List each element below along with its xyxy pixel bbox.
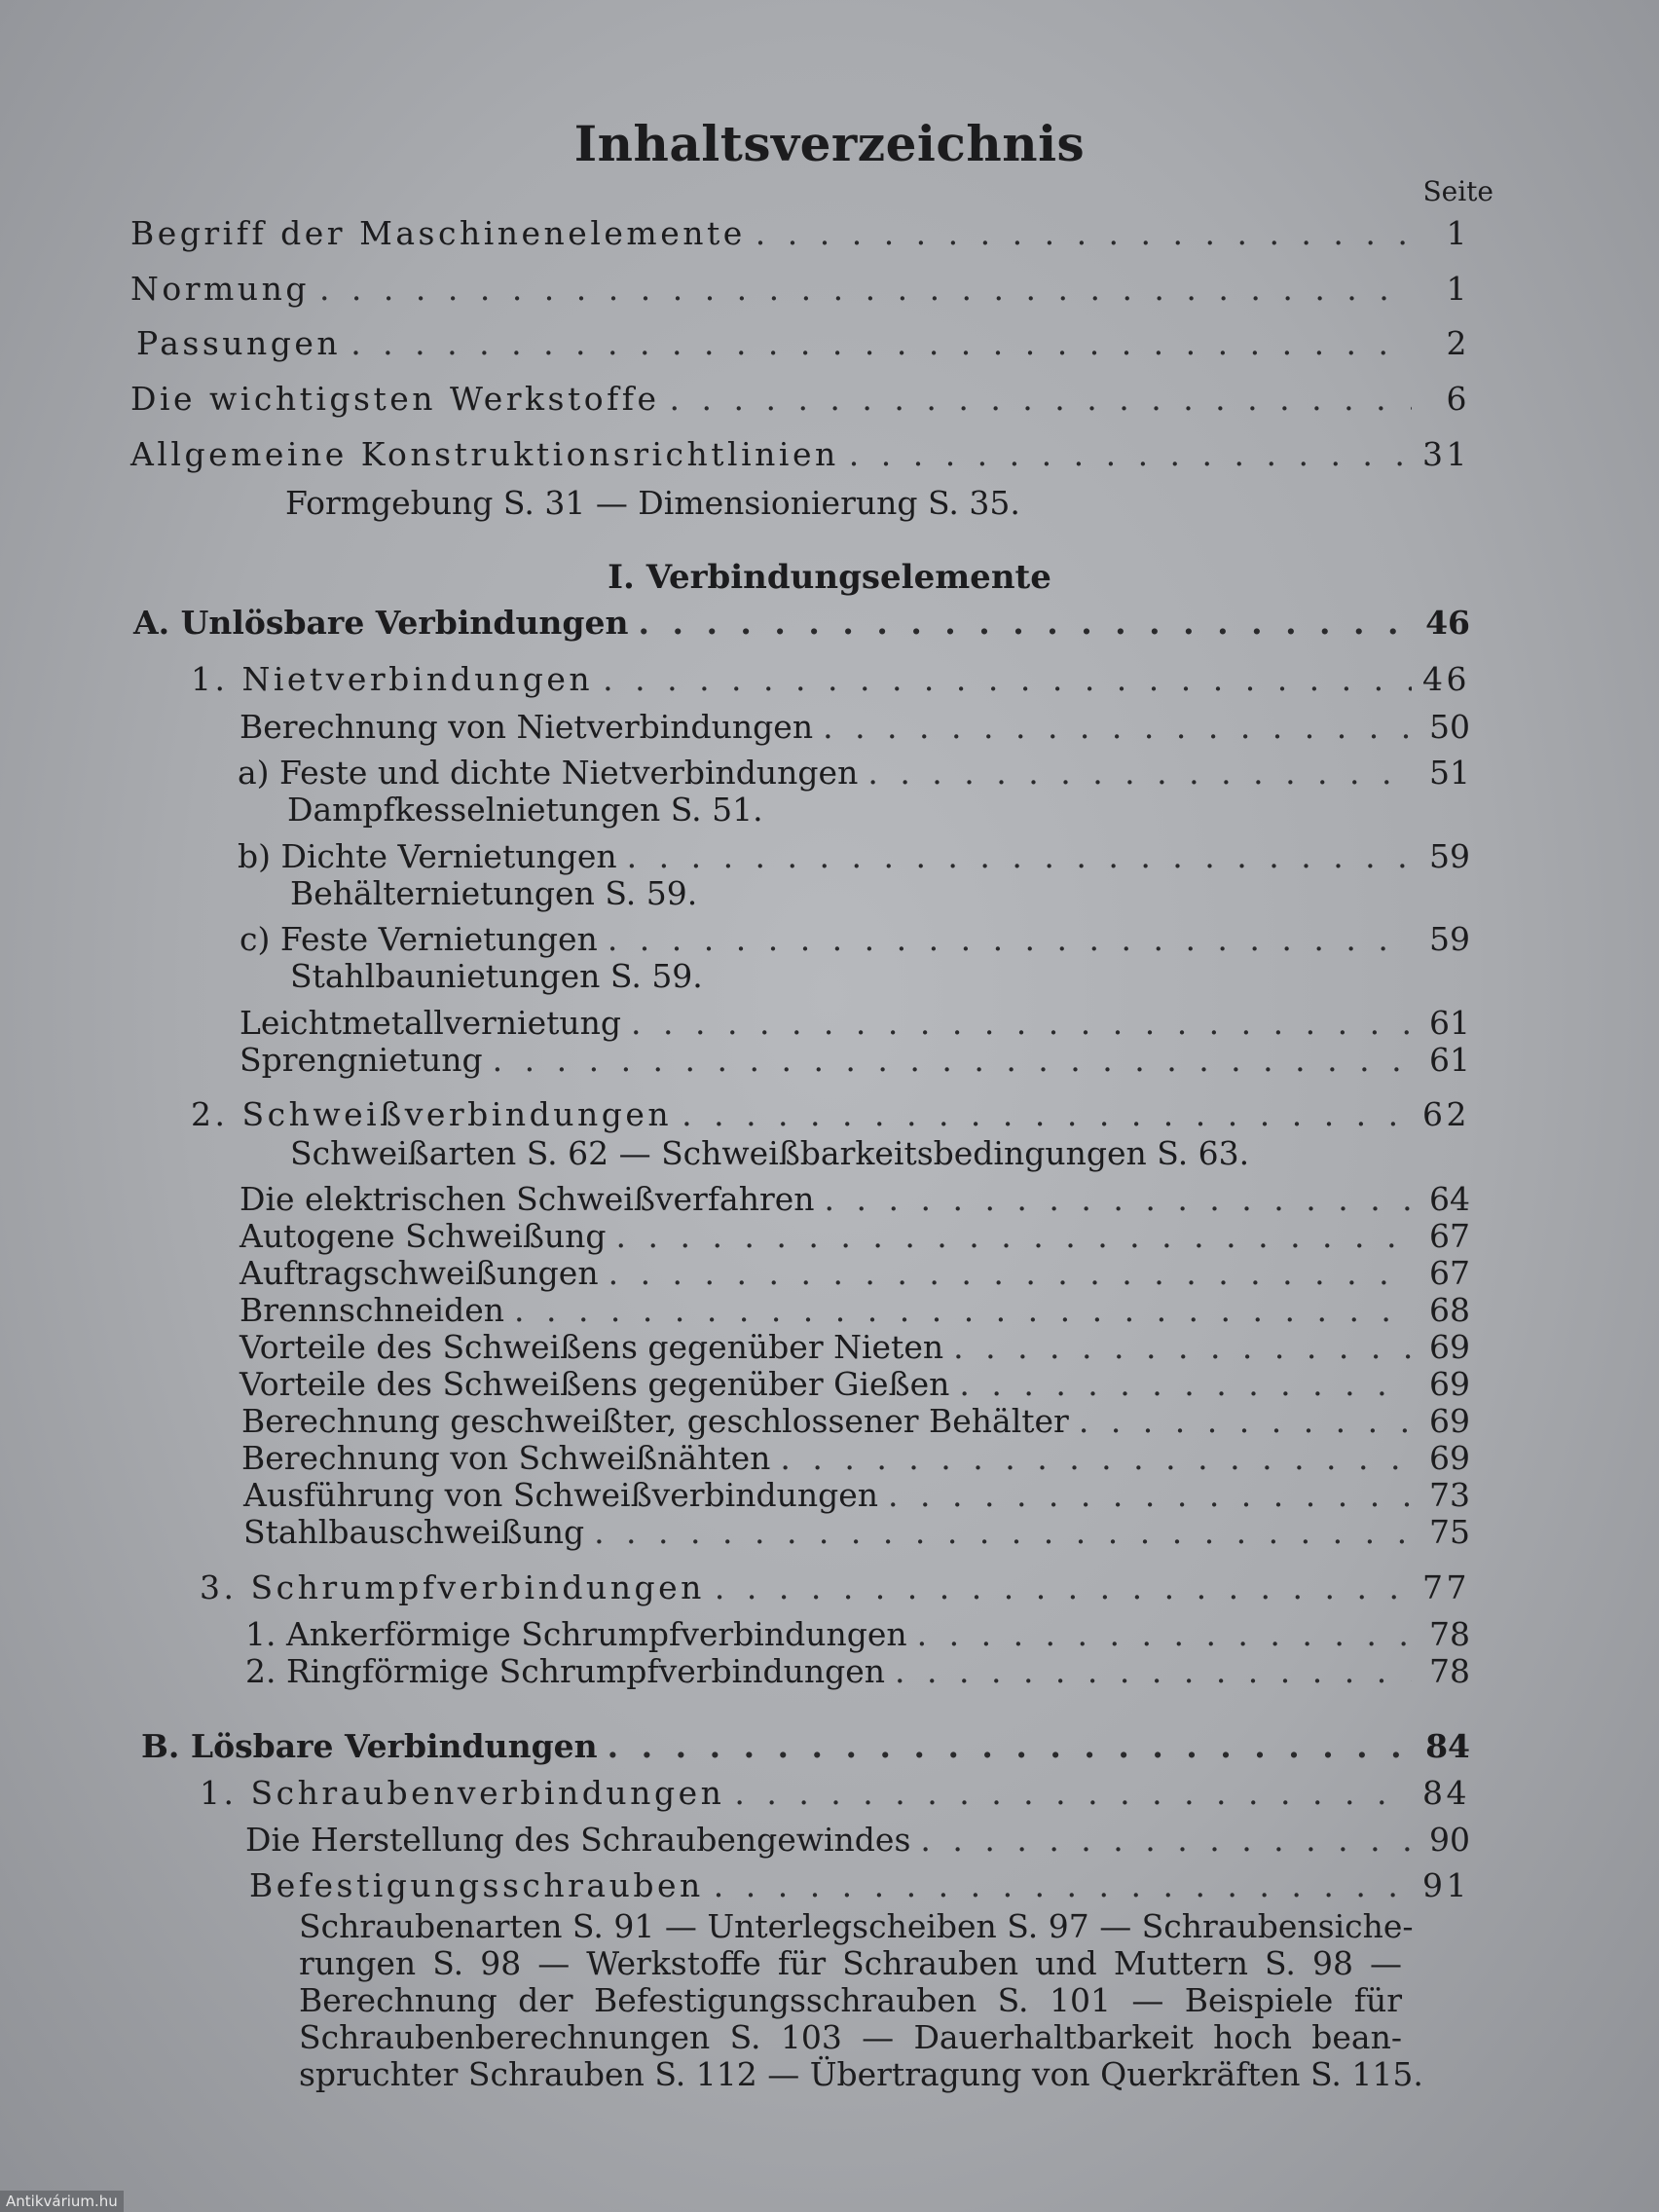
toc-entry-page: 78: [1429, 1615, 1470, 1653]
page-title: Inhaltsverzeichnis: [573, 115, 1086, 172]
toc-subtopics: Stahlbaunietungen S. 59.: [290, 957, 703, 995]
toc-entry-page: 59: [1429, 837, 1470, 875]
dot-leader: [823, 708, 1412, 747]
dot-leader: [670, 380, 1412, 419]
toc-entry-page: 77: [1422, 1568, 1470, 1606]
toc-entry-page: 64: [1429, 1180, 1470, 1218]
dot-leader: [682, 1095, 1412, 1134]
toc-entry-label: 1. Ankerförmige Schrumpfverbindungen: [245, 1615, 907, 1653]
toc-entry[interactable]: [240, 1180, 1470, 1219]
toc-entry[interactable]: [241, 1402, 1470, 1441]
toc-entry-label: B. Lösbare Verbindungen: [141, 1727, 598, 1765]
toc-entry-label: Leichtmetallvernietung: [240, 1004, 622, 1042]
toc-entry-page: 61: [1429, 1041, 1470, 1079]
toc-part-a[interactable]: [133, 604, 1470, 643]
toc-entry[interactable]: [243, 1476, 1470, 1515]
toc-entry-label: Autogene Schweißung: [240, 1217, 607, 1255]
dot-leader: [917, 1615, 1412, 1654]
toc-entry[interactable]: [240, 1041, 1470, 1080]
toc-entry[interactable]: [245, 1821, 1470, 1860]
dot-leader: [867, 754, 1412, 793]
toc-entry-page: 90: [1429, 1821, 1470, 1859]
dot-leader: [639, 604, 1413, 643]
toc-entry-page: 67: [1429, 1217, 1470, 1255]
toc-entry-page: 59: [1429, 920, 1470, 958]
toc-entry[interactable]: [240, 1328, 1470, 1367]
toc-entry-page: 62: [1422, 1095, 1470, 1133]
toc-entry-page: 84: [1422, 1774, 1470, 1812]
toc-entry-label: A. Unlösbare Verbindungen: [133, 604, 629, 642]
toc-entry-label: Allgemeine Konstruktionsrichtlinien: [130, 435, 839, 473]
dot-leader: [715, 1568, 1412, 1607]
toc-entry-label: Passungen: [136, 324, 342, 362]
toc-entry-page: 78: [1429, 1652, 1470, 1690]
toc-entry[interactable]: [240, 1217, 1470, 1256]
dot-leader: [895, 1652, 1412, 1691]
dot-leader: [849, 435, 1412, 474]
subtopics-paragraph: [299, 1907, 1423, 2093]
toc-entry-label: Sprengnietung: [240, 1041, 483, 1079]
toc-entry[interactable]: [130, 270, 1470, 309]
toc-entry-label: Normung: [130, 270, 310, 308]
toc-entry-label: Berechnung von Schweißnähten: [241, 1439, 771, 1477]
toc-entry-page: 1: [1446, 214, 1470, 252]
toc-entry-page: 69: [1429, 1439, 1470, 1477]
toc-entry-label: Begriff der Maschinenelemente: [130, 214, 746, 252]
paragraph-line: Berechnung der Befestigungsschrauben S. 101 — Beispiele für: [299, 1981, 1402, 2019]
toc-entry-page: 67: [1429, 1254, 1470, 1292]
toc-entry-label: Die wichtigsten Werkstoffe: [130, 380, 660, 418]
paragraph-line: Schraubenarten S. 91 — Unterlegscheiben S. 97 — Schraubensiche-: [299, 1907, 1414, 1945]
toc-entry-label: Brennschneiden: [240, 1291, 504, 1329]
paragraph-line: spruchter Schrauben S. 112 — Übertragung von Querkräften S. 115.: [299, 2055, 1423, 2093]
dot-leader: [616, 1217, 1413, 1256]
paragraph-line: rungen S. 98 — Werkstoffe für Schrauben und Muttern S. 98 —: [299, 1944, 1402, 1982]
toc-entry-page: 75: [1429, 1513, 1470, 1551]
toc-entry-label: 1. Schraubenverbindungen: [200, 1774, 725, 1812]
toc-entry[interactable]: [240, 1365, 1470, 1404]
toc-entry[interactable]: [240, 1291, 1470, 1330]
dot-leader: [627, 837, 1412, 876]
page-column-header: Seite: [1422, 175, 1493, 207]
toc-entry-page: 31: [1422, 435, 1470, 473]
toc-entry[interactable]: [238, 754, 1470, 793]
toc-subtopics: Behälternietungen S. 59.: [290, 874, 698, 912]
toc-entry-label: Befestigungsschrauben: [249, 1866, 704, 1904]
toc-entry-page: 51: [1429, 754, 1470, 792]
toc-entry[interactable]: [241, 1439, 1470, 1478]
toc-entry-label: 2. Schweißverbindungen: [191, 1095, 673, 1133]
dot-leader: [953, 1328, 1412, 1367]
toc-entry-page: 68: [1429, 1291, 1470, 1329]
dot-leader: [631, 1004, 1412, 1043]
dot-leader: [493, 1041, 1412, 1080]
toc-entry-page: 1: [1446, 270, 1470, 308]
dot-leader: [594, 1513, 1412, 1552]
toc-entry[interactable]: [130, 435, 1470, 474]
dot-leader: [319, 270, 1412, 309]
dot-leader: [780, 1439, 1412, 1478]
watermark: Antikvárium.hu: [0, 2191, 124, 2212]
dot-leader: [514, 1291, 1412, 1330]
toc-entry-label: Die elektrischen Schweißverfahren: [240, 1180, 815, 1218]
toc-entry-page: 61: [1429, 1004, 1470, 1042]
toc-entry-label: Die Herstellung des Schraubengewindes: [245, 1821, 911, 1859]
toc-subtopics: Formgebung S. 31 — Dimensionierung S. 35.: [285, 484, 1020, 522]
toc-entry-label: 3. Schrumpfverbindungen: [200, 1568, 705, 1606]
section-heading: I. Verbindungselemente: [608, 558, 1051, 597]
toc-entry-page: 91: [1422, 1866, 1470, 1904]
toc-entry[interactable]: [240, 708, 1470, 747]
dot-leader: [888, 1476, 1412, 1515]
toc-entry-page: 2: [1446, 324, 1470, 362]
toc-entry-label: Stahlbauschweißung: [243, 1513, 585, 1551]
toc-entry-label: b) Dichte Vernietungen: [238, 837, 617, 875]
toc-entry[interactable]: [191, 1095, 1470, 1134]
toc-entry-page: 46: [1422, 660, 1470, 698]
dot-leader: [920, 1821, 1412, 1860]
toc-entry-label: 1. Nietverbindungen: [191, 660, 594, 698]
toc-entry-label: 2. Ringförmige Schrumpfverbindungen: [245, 1652, 886, 1690]
toc-entry[interactable]: [249, 1866, 1470, 1905]
toc-entry[interactable]: [130, 380, 1470, 419]
toc-entry[interactable]: [245, 1615, 1470, 1654]
dot-leader: [1079, 1402, 1412, 1441]
toc-entry-page: 84: [1425, 1727, 1470, 1765]
toc-entry[interactable]: [238, 837, 1470, 876]
toc-entry-label: Berechnung von Nietverbindungen: [240, 708, 814, 746]
toc-entry[interactable]: [245, 1652, 1470, 1691]
dot-leader: [608, 1727, 1412, 1766]
toc-entry-label: Vorteile des Schweißens gegenüber Nieten: [240, 1328, 944, 1366]
toc-entry-page: 73: [1429, 1476, 1470, 1514]
toc-entry-label: c) Feste Vernietungen: [240, 920, 598, 958]
dot-leader: [714, 1866, 1412, 1905]
toc-part-b[interactable]: [141, 1727, 1470, 1766]
toc-entry[interactable]: [240, 1004, 1470, 1043]
toc-entry[interactable]: [240, 1254, 1470, 1293]
dot-leader: [603, 660, 1412, 699]
toc-subtopics: Dampfkesselnietungen S. 51.: [287, 791, 763, 829]
dot-leader: [350, 324, 1412, 363]
toc-entry-label: Auftragschweißungen: [240, 1254, 599, 1292]
toc-entry[interactable]: [130, 214, 1470, 253]
toc-entry-page: 46: [1425, 604, 1470, 642]
dot-leader: [756, 214, 1412, 253]
toc-entry-label: Berechnung geschweißter, geschlossener Behälter: [241, 1402, 1069, 1440]
dot-leader: [734, 1774, 1412, 1813]
toc-entry-page: 69: [1429, 1365, 1470, 1403]
toc-entry-label: Ausführung von Schweißverbindungen: [243, 1476, 879, 1514]
paragraph-line: Schraubenberechnungen S. 103 — Dauerhaltbarkeit hoch bean-: [299, 2018, 1402, 2056]
toc-entry-page: 50: [1429, 708, 1470, 746]
toc-entry-label: Vorteile des Schweißens gegenüber Gießen: [240, 1365, 950, 1403]
toc-entry[interactable]: [136, 324, 1470, 363]
toc-entry[interactable]: [240, 920, 1470, 959]
dot-leader: [608, 1254, 1412, 1293]
toc-subtopics: Schweißarten S. 62 — Schweißbarkeitsbedingungen S. 63.: [290, 1134, 1250, 1172]
toc-entry-label: a) Feste und dichte Nietverbindungen: [238, 754, 859, 792]
toc-entry-page: 69: [1429, 1328, 1470, 1366]
dot-leader: [608, 920, 1412, 959]
toc-entry[interactable]: [200, 1568, 1470, 1607]
toc-entry[interactable]: [200, 1774, 1470, 1813]
toc-entry-page: 6: [1446, 380, 1470, 418]
dot-leader: [959, 1365, 1412, 1404]
toc-entry[interactable]: [191, 660, 1470, 699]
dot-leader: [825, 1180, 1412, 1219]
toc-entry-page: 69: [1429, 1402, 1470, 1440]
toc-entry[interactable]: [243, 1513, 1470, 1552]
